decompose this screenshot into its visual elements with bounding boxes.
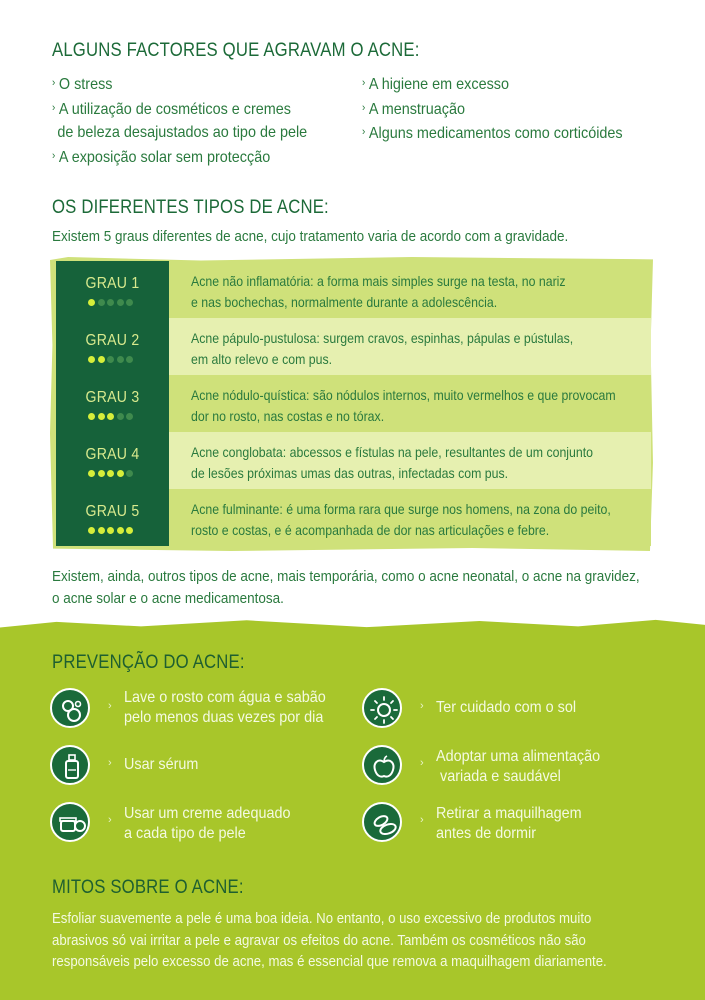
grades-table [50,257,653,551]
list-item: › A utilização de cosméticos e cremes [52,100,292,118]
dot-icon [98,299,105,306]
list-item-continuation: de beleza desajustados ao tipo de pele [57,124,308,141]
dot-icon [126,470,133,477]
types-intro: Existem 5 graus diferentes de acne, cujo tratamento varia de acordo com a gravidade. [52,228,569,245]
prevention-item-cream [50,802,350,846]
dot-icon [107,356,114,363]
arrow-icon: › [420,814,424,826]
grade-row-1 [50,261,653,318]
factors-right-list [362,72,652,146]
grade-label: GRAU 1 [85,275,140,292]
bubbles-icon [50,688,90,728]
arrow-icon: › [420,700,424,712]
arrow-icon: › [108,757,112,769]
dot-icon [117,299,124,306]
prevention-item-makeup [362,802,662,846]
dot-icon [117,470,124,477]
dot-icon [98,413,105,420]
dot-icon [107,470,114,477]
list-item: › Alguns medicamentos como corticóides [362,125,623,142]
prevention-text: Usar sérum [124,756,199,773]
dot-icon [117,356,124,363]
severity-dots [88,299,133,306]
dot-icon [126,413,133,420]
grade-label-cell [56,261,169,318]
factors-heading: ALGUNS FACTORES QUE AGRAVAM O ACNE: [52,40,420,61]
arrow-icon: › [108,700,112,712]
types-heading: OS DIFERENTES TIPOS DE ACNE: [52,197,329,218]
grade-description: Acne nódulo-quística: são nódulos internos, muito vermelhos e que provocam dor no rosto, nas costas e no tórax. [191,387,616,424]
list-item: › A menstruação [362,100,465,118]
prevention-text: Usar um creme adequado a cada tipo de pele [124,805,291,842]
dot-icon [107,299,114,306]
list-item: › O stress [52,76,113,93]
grade-label: GRAU 3 [85,389,140,406]
severity-dots [88,356,133,363]
grade-desc-cell [169,261,651,318]
grade-description: Acne pápulo-pustulosa: surgem cravos, espinhas, pápulas e pústulas, em alto relevo e com pus. [191,330,574,367]
grade-description: Acne fulminante: é uma forma rara que surge nos homens, na zona do peito, rosto e costas, e é acompanhada de dor nas articulações e febre. [191,501,611,538]
grade-label: GRAU 2 [85,332,140,349]
apple-icon [362,745,402,785]
arrow-icon: › [420,757,424,769]
myths-text: Esfoliar suavemente a pele é uma boa ideia. No entanto, o uso excessivo de produtos muito abrasivos só vai irritar a pele e agravar os efeitos do acne. Também os cosméticos não são responsáveis pelo excesso de acne, mas é essencial que remova a maquilhagem diariamente. [52,910,607,970]
prevention-text: Retirar a maquilhagem antes de dormir [436,805,582,842]
dot-icon [88,356,95,363]
dot-icon [98,527,105,534]
dot-icon [126,299,133,306]
grade-desc-cell [169,489,651,546]
dot-icon [88,299,95,306]
grade-desc-cell [169,432,651,489]
prevention-heading: PREVENÇÃO DO ACNE: [52,652,245,673]
prevention-item-wash [50,688,350,732]
grade-description: Acne não inflamatória: a forma mais simples surge na testa, no nariz e nas bochechas, normalmente durante a adolescência. [191,273,566,310]
list-item: › A higiene em excesso [362,76,509,93]
grade-description: Acne conglobata: abcessos e fístulas na pele, resultantes de um conjunto de lesões próximas umas das outras, infectadas com pus. [191,444,594,481]
grade-desc-cell [169,318,651,375]
severity-dots [88,413,133,420]
grade-label: GRAU 5 [85,503,140,520]
dot-icon [126,527,133,534]
dot-icon [88,527,95,534]
grade-label-cell [56,318,169,375]
grade-row-4 [50,432,653,489]
grade-label-cell [56,489,169,546]
grade-row-3 [50,375,653,432]
severity-dots [88,470,133,477]
grade-label: GRAU 4 [85,446,140,463]
serum-bottle-icon [50,745,90,785]
prevention-text: Ter cuidado com o sol [436,699,577,716]
prevention-item-sun [362,688,662,732]
grade-desc-cell [169,375,651,432]
dot-icon [88,470,95,477]
severity-dots [88,527,133,534]
prevention-item-serum [50,745,350,789]
prevention-text: Adoptar uma alimentação variada e saudável [436,748,601,785]
prevention-text: Lave o rosto com água e sabão pelo menos duas vezes por dia [124,689,326,726]
cream-jar-icon [50,802,90,842]
myths-heading: MITOS SOBRE O ACNE: [52,877,244,898]
types-outro: Existem, ainda, outros tipos de acne, mais temporária, como o acne neonatal, o acne na gravidez, o acne solar e o acne medicamentosa. [52,568,640,607]
dot-icon [98,356,105,363]
sun-icon [362,688,402,728]
factors-left-list [52,72,336,169]
grade-label-cell [56,375,169,432]
prevention-item-food [362,745,662,789]
dot-icon [117,413,124,420]
dot-icon [126,356,133,363]
grade-row-2 [50,318,653,375]
list-item: › A exposição solar sem protecção [52,148,271,166]
dot-icon [98,470,105,477]
grade-row-5 [50,489,653,546]
dot-icon [88,413,95,420]
arrow-icon: › [108,814,112,826]
dot-icon [117,527,124,534]
dot-icon [107,527,114,534]
dot-icon [107,413,114,420]
cotton-pads-icon [362,802,402,842]
grade-label-cell [56,432,169,489]
